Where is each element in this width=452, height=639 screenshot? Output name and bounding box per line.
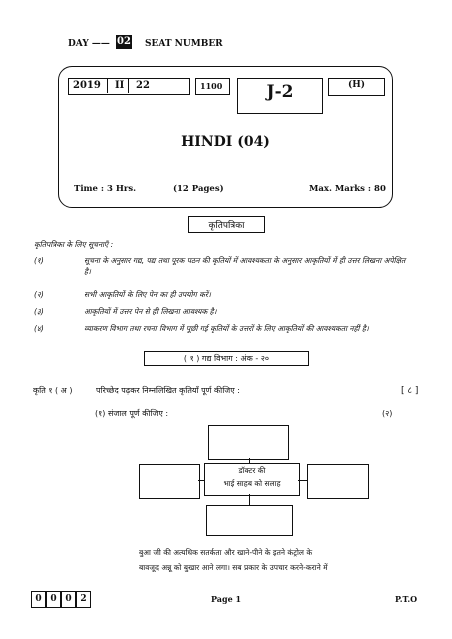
question-label: कृति १ ( अ )	[33, 386, 73, 395]
max-marks-label: Max. Marks : 80	[309, 184, 386, 194]
subject-title: HINDI (04)	[181, 134, 270, 150]
medium-label: (H)	[347, 80, 366, 90]
day-label: DAY ——	[68, 39, 110, 49]
instruction-text: व्याकरण विभाग तथा रचना विभाग में पूछी गई कृतियों के उत्तरों के लिए आकृतियों की आवश्यकता नहीं है।	[84, 324, 369, 333]
question-marks: [ ८ ]	[401, 386, 419, 396]
time-label: Time : 3 Hrs.	[74, 184, 137, 194]
passage-line: बावजूद अन्नू को बुखार आने लगा। सब प्रकार के उपचार करने-कराने में	[139, 563, 328, 572]
connector-line	[249, 458, 250, 463]
code-divider	[128, 78, 129, 93]
instruction-number: (४)	[34, 324, 44, 333]
subquestion-label: (१) संजाल पूर्ण कीजिए :	[95, 409, 169, 418]
page-code-digit: 0	[61, 591, 76, 608]
instruction-number: (२)	[34, 290, 44, 299]
exam-term: II	[115, 80, 125, 91]
instructions-title: कृतिपत्रिका के लिए सूचनाएँ :	[34, 240, 114, 249]
web-center-line2: भाई साहब को सलाह	[223, 479, 281, 488]
web-box-bottom	[206, 505, 293, 536]
question-text: परिच्छेद पढ़कर निम्नलिखित कृतियाँ पूर्ण कीजिए :	[96, 386, 240, 395]
paper-code: J-2	[266, 82, 294, 102]
page-code-digit: 2	[76, 591, 91, 608]
web-box-left	[139, 464, 200, 499]
section-title: ( १ ) गद्य विभाग : अंक - २०	[183, 354, 270, 363]
exam-year: 2019	[73, 80, 101, 91]
page-number: Page 1	[211, 594, 242, 604]
web-center-line1: डॉक्टर की	[238, 466, 266, 475]
web-box-top	[208, 425, 289, 460]
seat-number-label: SEAT NUMBER	[145, 39, 223, 49]
instruction-number: (३)	[34, 307, 44, 316]
pages-label: (12 Pages)	[173, 184, 224, 194]
code-divider	[107, 78, 108, 93]
instruction-number: (१)	[34, 256, 44, 265]
instruction-text: आकृतियों में उत्तर पेन से ही लिखना आवश्यक है।	[84, 307, 217, 316]
instruction-text: सूचना के अनुसार गद्य, पद्य तथा पूरक पठन की कृतियों में आवश्यकता के अनुसार आकृतियों में ही उत्तर लिखना अपेक्षित है।	[84, 256, 406, 276]
exam-code-22: 22	[136, 80, 150, 91]
connector-line	[249, 494, 250, 505]
instruction-text: सभी आकृतियों के लिए पेन का ही उपयोग करें।	[84, 290, 211, 299]
page-code-digit: 0	[31, 591, 46, 608]
pto-label: P.T.O	[395, 594, 418, 604]
kritipatrika-title: कृतिपत्रिका	[208, 221, 245, 231]
subquestion-marks: (२)	[382, 409, 393, 418]
web-box-right	[307, 464, 369, 499]
code-1100: 1100	[200, 81, 223, 91]
day-number-badge: 02	[117, 36, 131, 47]
page-code-digit: 0	[46, 591, 61, 608]
passage-line: बुआ जी की अत्यधिक सतर्कता और खाने-पीने के इतने कंट्रोल के	[139, 548, 313, 557]
